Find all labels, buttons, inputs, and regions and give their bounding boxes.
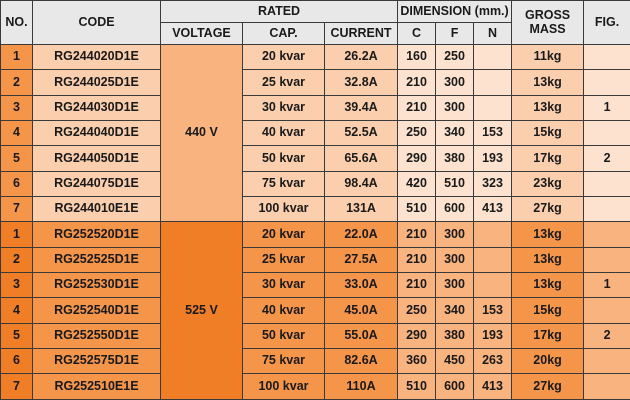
- cell-cap: 75 kvar: [243, 349, 325, 374]
- cell-current: 33.0A: [325, 273, 398, 298]
- cell-gross-mass: 13kg: [512, 247, 584, 272]
- cell-code: RG244025D1E: [33, 70, 161, 95]
- cell-no: 1: [1, 45, 33, 70]
- cell-cap: 100 kvar: [243, 374, 325, 400]
- cell-no: 4: [1, 298, 33, 323]
- cell-gross-mass: 13kg: [512, 95, 584, 120]
- cell-current: 26.2A: [325, 45, 398, 70]
- cell-dim-n: 413: [474, 374, 512, 400]
- table-row: [1, 146, 630, 171]
- cell-cap: 25 kvar: [243, 247, 325, 272]
- header-current: CURRENT: [325, 23, 398, 45]
- cell-dim-c: 510: [398, 197, 436, 222]
- cell-dim-c: 360: [398, 349, 436, 374]
- cell-dim-c: 210: [398, 222, 436, 247]
- cell-dim-c: 210: [398, 70, 436, 95]
- cell-gross-mass: 15kg: [512, 121, 584, 146]
- cell-dim-n: [474, 95, 512, 120]
- table-row: [1, 323, 630, 348]
- table-header: [1, 1, 630, 45]
- header-fig: FIG.: [584, 1, 630, 45]
- cell-cap: 75 kvar: [243, 171, 325, 196]
- cell-no: 4: [1, 121, 33, 146]
- header-dim-n: N: [474, 23, 512, 45]
- cell-code: RG252530D1E: [33, 273, 161, 298]
- cell-fig: [584, 222, 630, 247]
- cell-code: RG244020D1E: [33, 45, 161, 70]
- cell-no: 2: [1, 247, 33, 272]
- cell-current: 82.6A: [325, 349, 398, 374]
- table-row: [1, 273, 630, 298]
- cell-code: RG244075D1E: [33, 171, 161, 196]
- table-row: [1, 70, 630, 95]
- cell-cap: 30 kvar: [243, 95, 325, 120]
- cell-dim-c: 250: [398, 298, 436, 323]
- table-row: [1, 171, 630, 196]
- header-cap: CAP.: [243, 23, 325, 45]
- cell-dim-n: [474, 247, 512, 272]
- header-row-top: [1, 1, 630, 23]
- cell-no: 5: [1, 146, 33, 171]
- cell-fig: 2: [584, 323, 630, 348]
- cell-gross-mass: 13kg: [512, 222, 584, 247]
- cell-cap: 20 kvar: [243, 222, 325, 247]
- cell-fig: [584, 197, 630, 222]
- cell-fig: 2: [584, 146, 630, 171]
- cell-dim-n: [474, 45, 512, 70]
- cell-dim-n: 153: [474, 121, 512, 146]
- cell-gross-mass: 13kg: [512, 273, 584, 298]
- cell-dim-f: 300: [436, 273, 474, 298]
- cell-dim-f: 510: [436, 171, 474, 196]
- cell-gross-mass: 17kg: [512, 146, 584, 171]
- table-row: [1, 95, 630, 120]
- cell-fig: [584, 171, 630, 196]
- cell-dim-f: 300: [436, 247, 474, 272]
- cell-cap: 20 kvar: [243, 45, 325, 70]
- header-dim-c: C: [398, 23, 436, 45]
- cell-cap: 100 kvar: [243, 197, 325, 222]
- header-dim-f: F: [436, 23, 474, 45]
- table-row: [1, 247, 630, 272]
- table-row: [1, 45, 630, 70]
- cell-dim-c: 290: [398, 146, 436, 171]
- table-body: [1, 45, 630, 400]
- cell-current: 55.0A: [325, 323, 398, 348]
- cell-code: RG252510E1E: [33, 374, 161, 400]
- cell-voltage: 525 V: [161, 222, 243, 400]
- cell-dim-c: 250: [398, 121, 436, 146]
- cell-fig: [584, 70, 630, 95]
- cell-current: 22.0A: [325, 222, 398, 247]
- cell-dim-f: 300: [436, 70, 474, 95]
- cell-current: 110A: [325, 374, 398, 400]
- cell-no: 2: [1, 70, 33, 95]
- cell-dim-c: 210: [398, 247, 436, 272]
- cell-dim-n: 263: [474, 349, 512, 374]
- cell-cap: 25 kvar: [243, 70, 325, 95]
- cell-fig: [584, 247, 630, 272]
- cell-current: 65.6A: [325, 146, 398, 171]
- cell-dim-n: [474, 222, 512, 247]
- cell-current: 27.5A: [325, 247, 398, 272]
- cell-current: 98.4A: [325, 171, 398, 196]
- cell-dim-n: [474, 273, 512, 298]
- cell-no: 3: [1, 273, 33, 298]
- cell-gross-mass: 17kg: [512, 323, 584, 348]
- cell-code: RG252540D1E: [33, 298, 161, 323]
- table-row: [1, 121, 630, 146]
- header-gross-mass: GROSS MASS: [512, 1, 584, 45]
- cell-fig: [584, 298, 630, 323]
- cell-cap: 50 kvar: [243, 146, 325, 171]
- cell-dim-n: 153: [474, 298, 512, 323]
- cell-no: 7: [1, 374, 33, 400]
- cell-no: 1: [1, 222, 33, 247]
- cell-dim-n: 323: [474, 171, 512, 196]
- table-row: [1, 222, 630, 247]
- cell-voltage: 440 V: [161, 45, 243, 222]
- cell-current: 39.4A: [325, 95, 398, 120]
- cell-dim-c: 210: [398, 273, 436, 298]
- cell-code: RG244040D1E: [33, 121, 161, 146]
- cell-dim-c: 510: [398, 374, 436, 400]
- cell-fig: [584, 121, 630, 146]
- cell-code: RG252525D1E: [33, 247, 161, 272]
- cell-dim-n: 193: [474, 146, 512, 171]
- cell-code: RG244050D1E: [33, 146, 161, 171]
- cell-dim-c: 210: [398, 95, 436, 120]
- table-row: [1, 349, 630, 374]
- cell-dim-f: 380: [436, 323, 474, 348]
- cell-dim-f: 300: [436, 222, 474, 247]
- cell-gross-mass: 15kg: [512, 298, 584, 323]
- cell-fig: 1: [584, 273, 630, 298]
- cell-dim-f: 250: [436, 45, 474, 70]
- cell-cap: 40 kvar: [243, 298, 325, 323]
- cell-no: 6: [1, 171, 33, 196]
- cell-no: 3: [1, 95, 33, 120]
- cell-dim-f: 340: [436, 298, 474, 323]
- cell-gross-mass: 27kg: [512, 197, 584, 222]
- cell-cap: 30 kvar: [243, 273, 325, 298]
- table-row: [1, 374, 630, 400]
- cell-current: 131A: [325, 197, 398, 222]
- cell-code: RG244030D1E: [33, 95, 161, 120]
- cell-dim-f: 380: [436, 146, 474, 171]
- cell-gross-mass: 23kg: [512, 171, 584, 196]
- header-rated: RATED: [161, 1, 398, 23]
- cell-cap: 50 kvar: [243, 323, 325, 348]
- cell-dim-c: 420: [398, 171, 436, 196]
- cell-dim-f: 600: [436, 197, 474, 222]
- cell-no: 5: [1, 323, 33, 348]
- cell-current: 32.8A: [325, 70, 398, 95]
- header-voltage: VOLTAGE: [161, 23, 243, 45]
- cell-gross-mass: 13kg: [512, 70, 584, 95]
- cell-gross-mass: 11kg: [512, 45, 584, 70]
- header-dimension: DIMENSION (mm.): [398, 1, 512, 23]
- cell-code: RG252575D1E: [33, 349, 161, 374]
- cell-dim-f: 300: [436, 95, 474, 120]
- cell-gross-mass: 27kg: [512, 374, 584, 400]
- cell-dim-n: 193: [474, 323, 512, 348]
- cell-fig: 1: [584, 95, 630, 120]
- cell-no: 6: [1, 349, 33, 374]
- cell-gross-mass: 20kg: [512, 349, 584, 374]
- cell-dim-n: [474, 70, 512, 95]
- cell-code: RG244010E1E: [33, 197, 161, 222]
- cell-dim-f: 340: [436, 121, 474, 146]
- cell-fig: [584, 349, 630, 374]
- table-row: [1, 298, 630, 323]
- cell-dim-f: 450: [436, 349, 474, 374]
- header-code: CODE: [33, 1, 161, 45]
- cell-fig: [584, 374, 630, 400]
- cell-code: RG252550D1E: [33, 323, 161, 348]
- table-row: [1, 197, 630, 222]
- cell-fig: [584, 45, 630, 70]
- cell-cap: 40 kvar: [243, 121, 325, 146]
- cell-no: 7: [1, 197, 33, 222]
- cell-dim-c: 160: [398, 45, 436, 70]
- cell-current: 52.5A: [325, 121, 398, 146]
- cell-dim-f: 600: [436, 374, 474, 400]
- header-no: NO.: [1, 1, 33, 45]
- cell-code: RG252520D1E: [33, 222, 161, 247]
- cell-dim-c: 290: [398, 323, 436, 348]
- cell-dim-n: 413: [474, 197, 512, 222]
- cell-current: 45.0A: [325, 298, 398, 323]
